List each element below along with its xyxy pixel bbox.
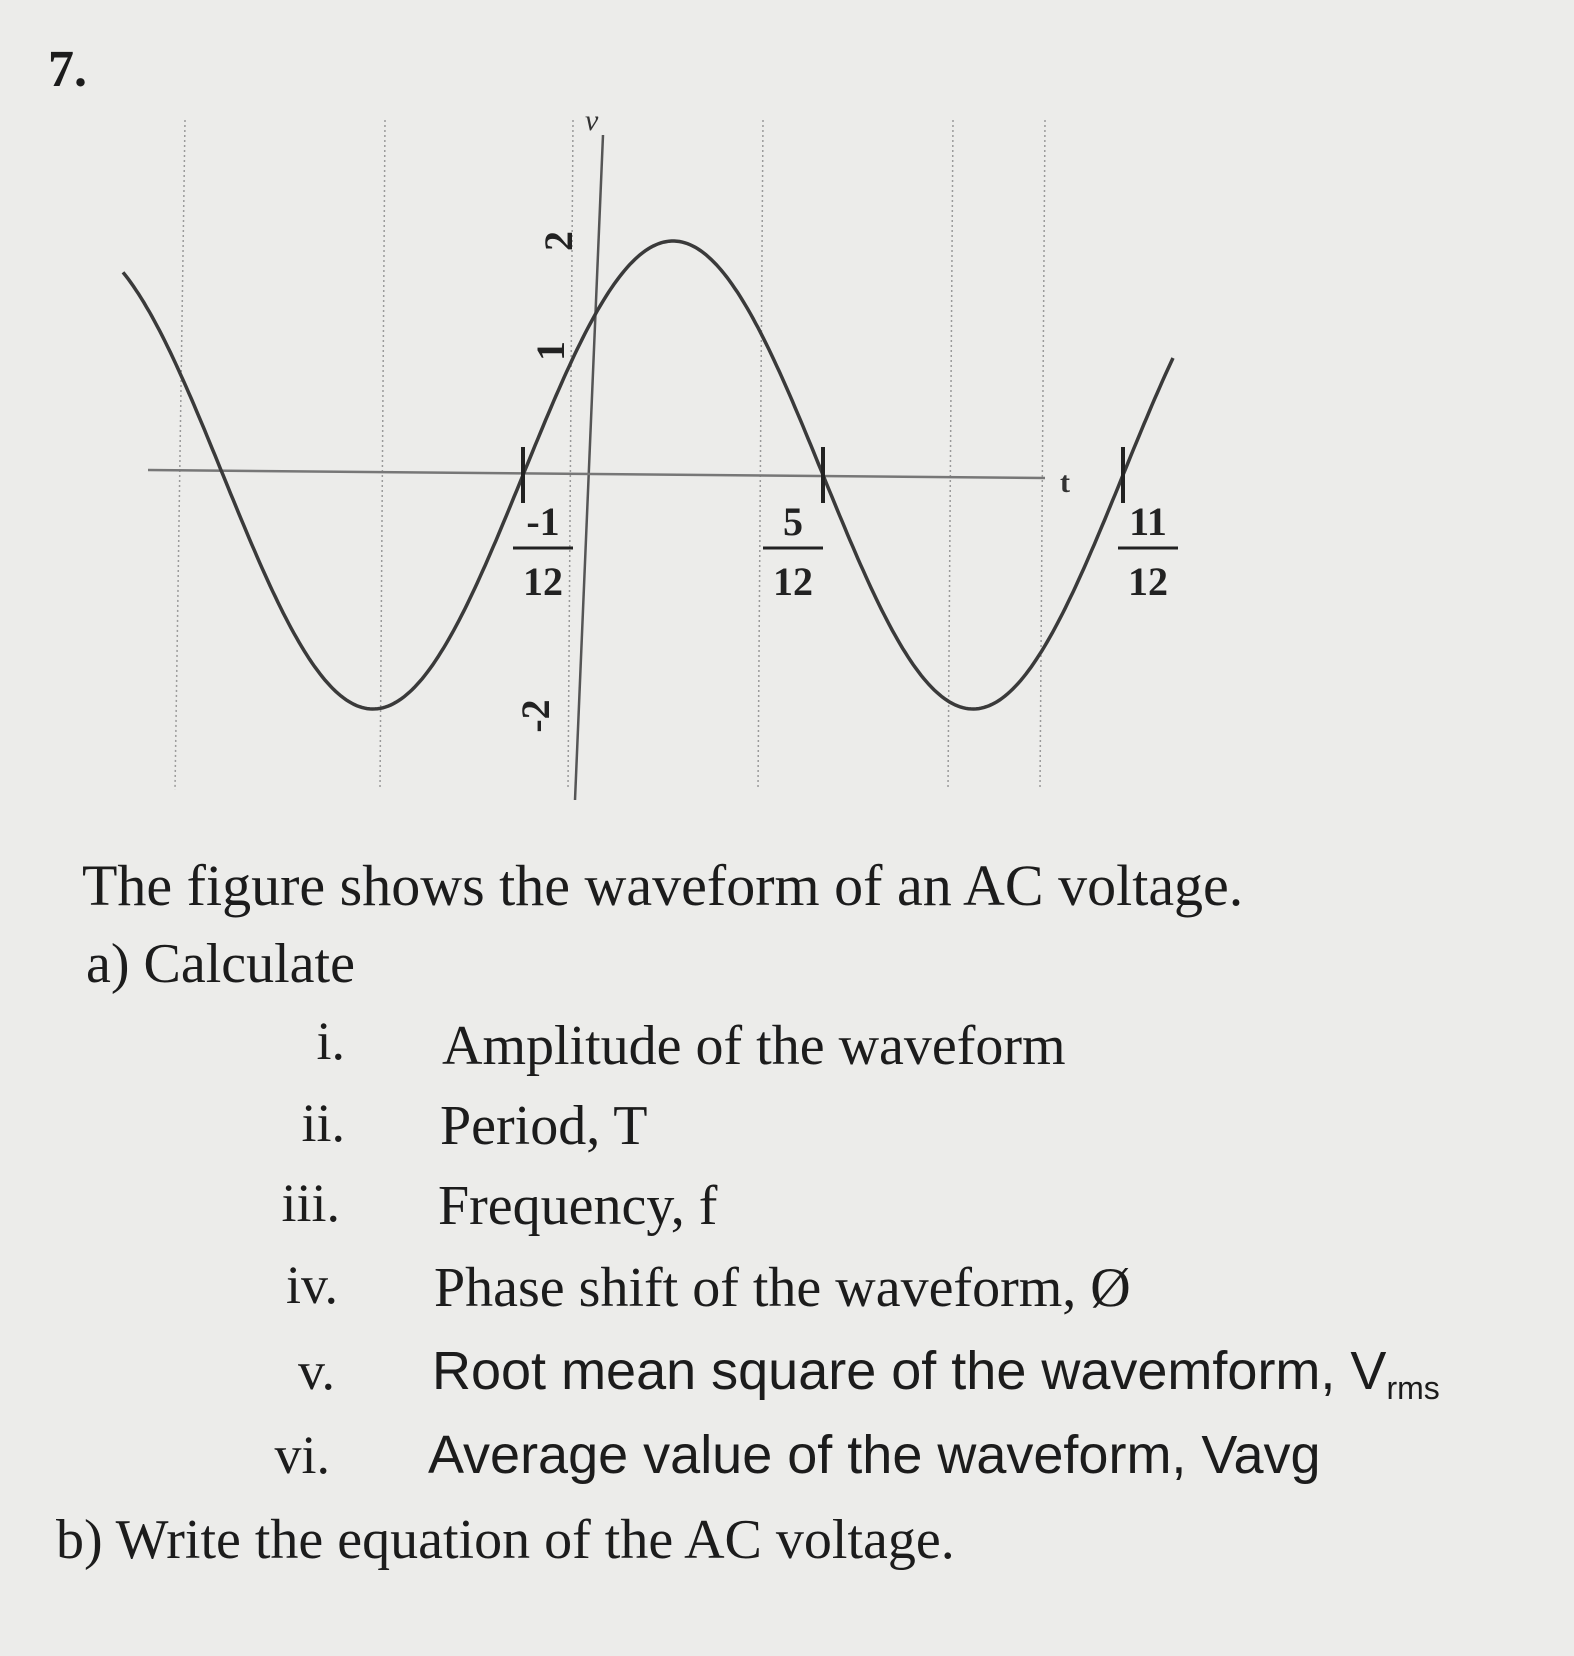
item-subscript: rms [1386,1370,1440,1406]
x-tick-denominator: 12 [523,559,564,604]
item-number: i. [316,1011,345,1071]
t-axis-label: t [1060,466,1070,499]
item-text [432,1340,1440,1407]
x-tick-denominator: 12 [1128,559,1169,604]
intro-text: The figure shows the waveform of an AC voltage. [82,853,1244,918]
x-tick-numerator: 11 [1129,499,1167,544]
y-tick-label: 2 [536,231,581,251]
item-text: Period, T [440,1095,648,1157]
item-number: ii. [301,1093,345,1153]
grid-line [380,120,385,790]
item-number: vi. [274,1425,330,1485]
item-text: Phase shift of the waveform, Ø [434,1257,1131,1319]
grid-line [568,120,573,790]
y-tick-label: 1 [528,341,573,361]
part-b-label: b) Write the equation of the AC voltage. [56,1509,955,1571]
item-text-main: Root mean square of the wavemform, V [432,1341,1387,1401]
item-number: iii. [281,1173,340,1233]
y-tick-label: -2 [513,699,558,733]
x-tick-numerator: 5 [783,499,804,544]
waveform-chart [0,0,1574,820]
grid-line [175,120,185,790]
x-tick-numerator: -1 [526,499,560,544]
item-text: Amplitude of the waveform [442,1015,1066,1077]
question-number: 7. [48,41,87,98]
item-text: Average value of the waveform, Vavg [428,1425,1321,1485]
grid-line [758,120,763,790]
grid-line [1040,120,1045,790]
x-tick-denominator: 12 [773,559,814,604]
part-a-label: a) Calculate [86,933,355,995]
item-number: v. [298,1341,335,1401]
y-axis-label: v [585,104,599,137]
x-axis [148,470,1045,478]
grid-line [948,120,953,790]
item-text: Frequency, f [438,1175,718,1237]
item-number: iv. [286,1255,338,1315]
